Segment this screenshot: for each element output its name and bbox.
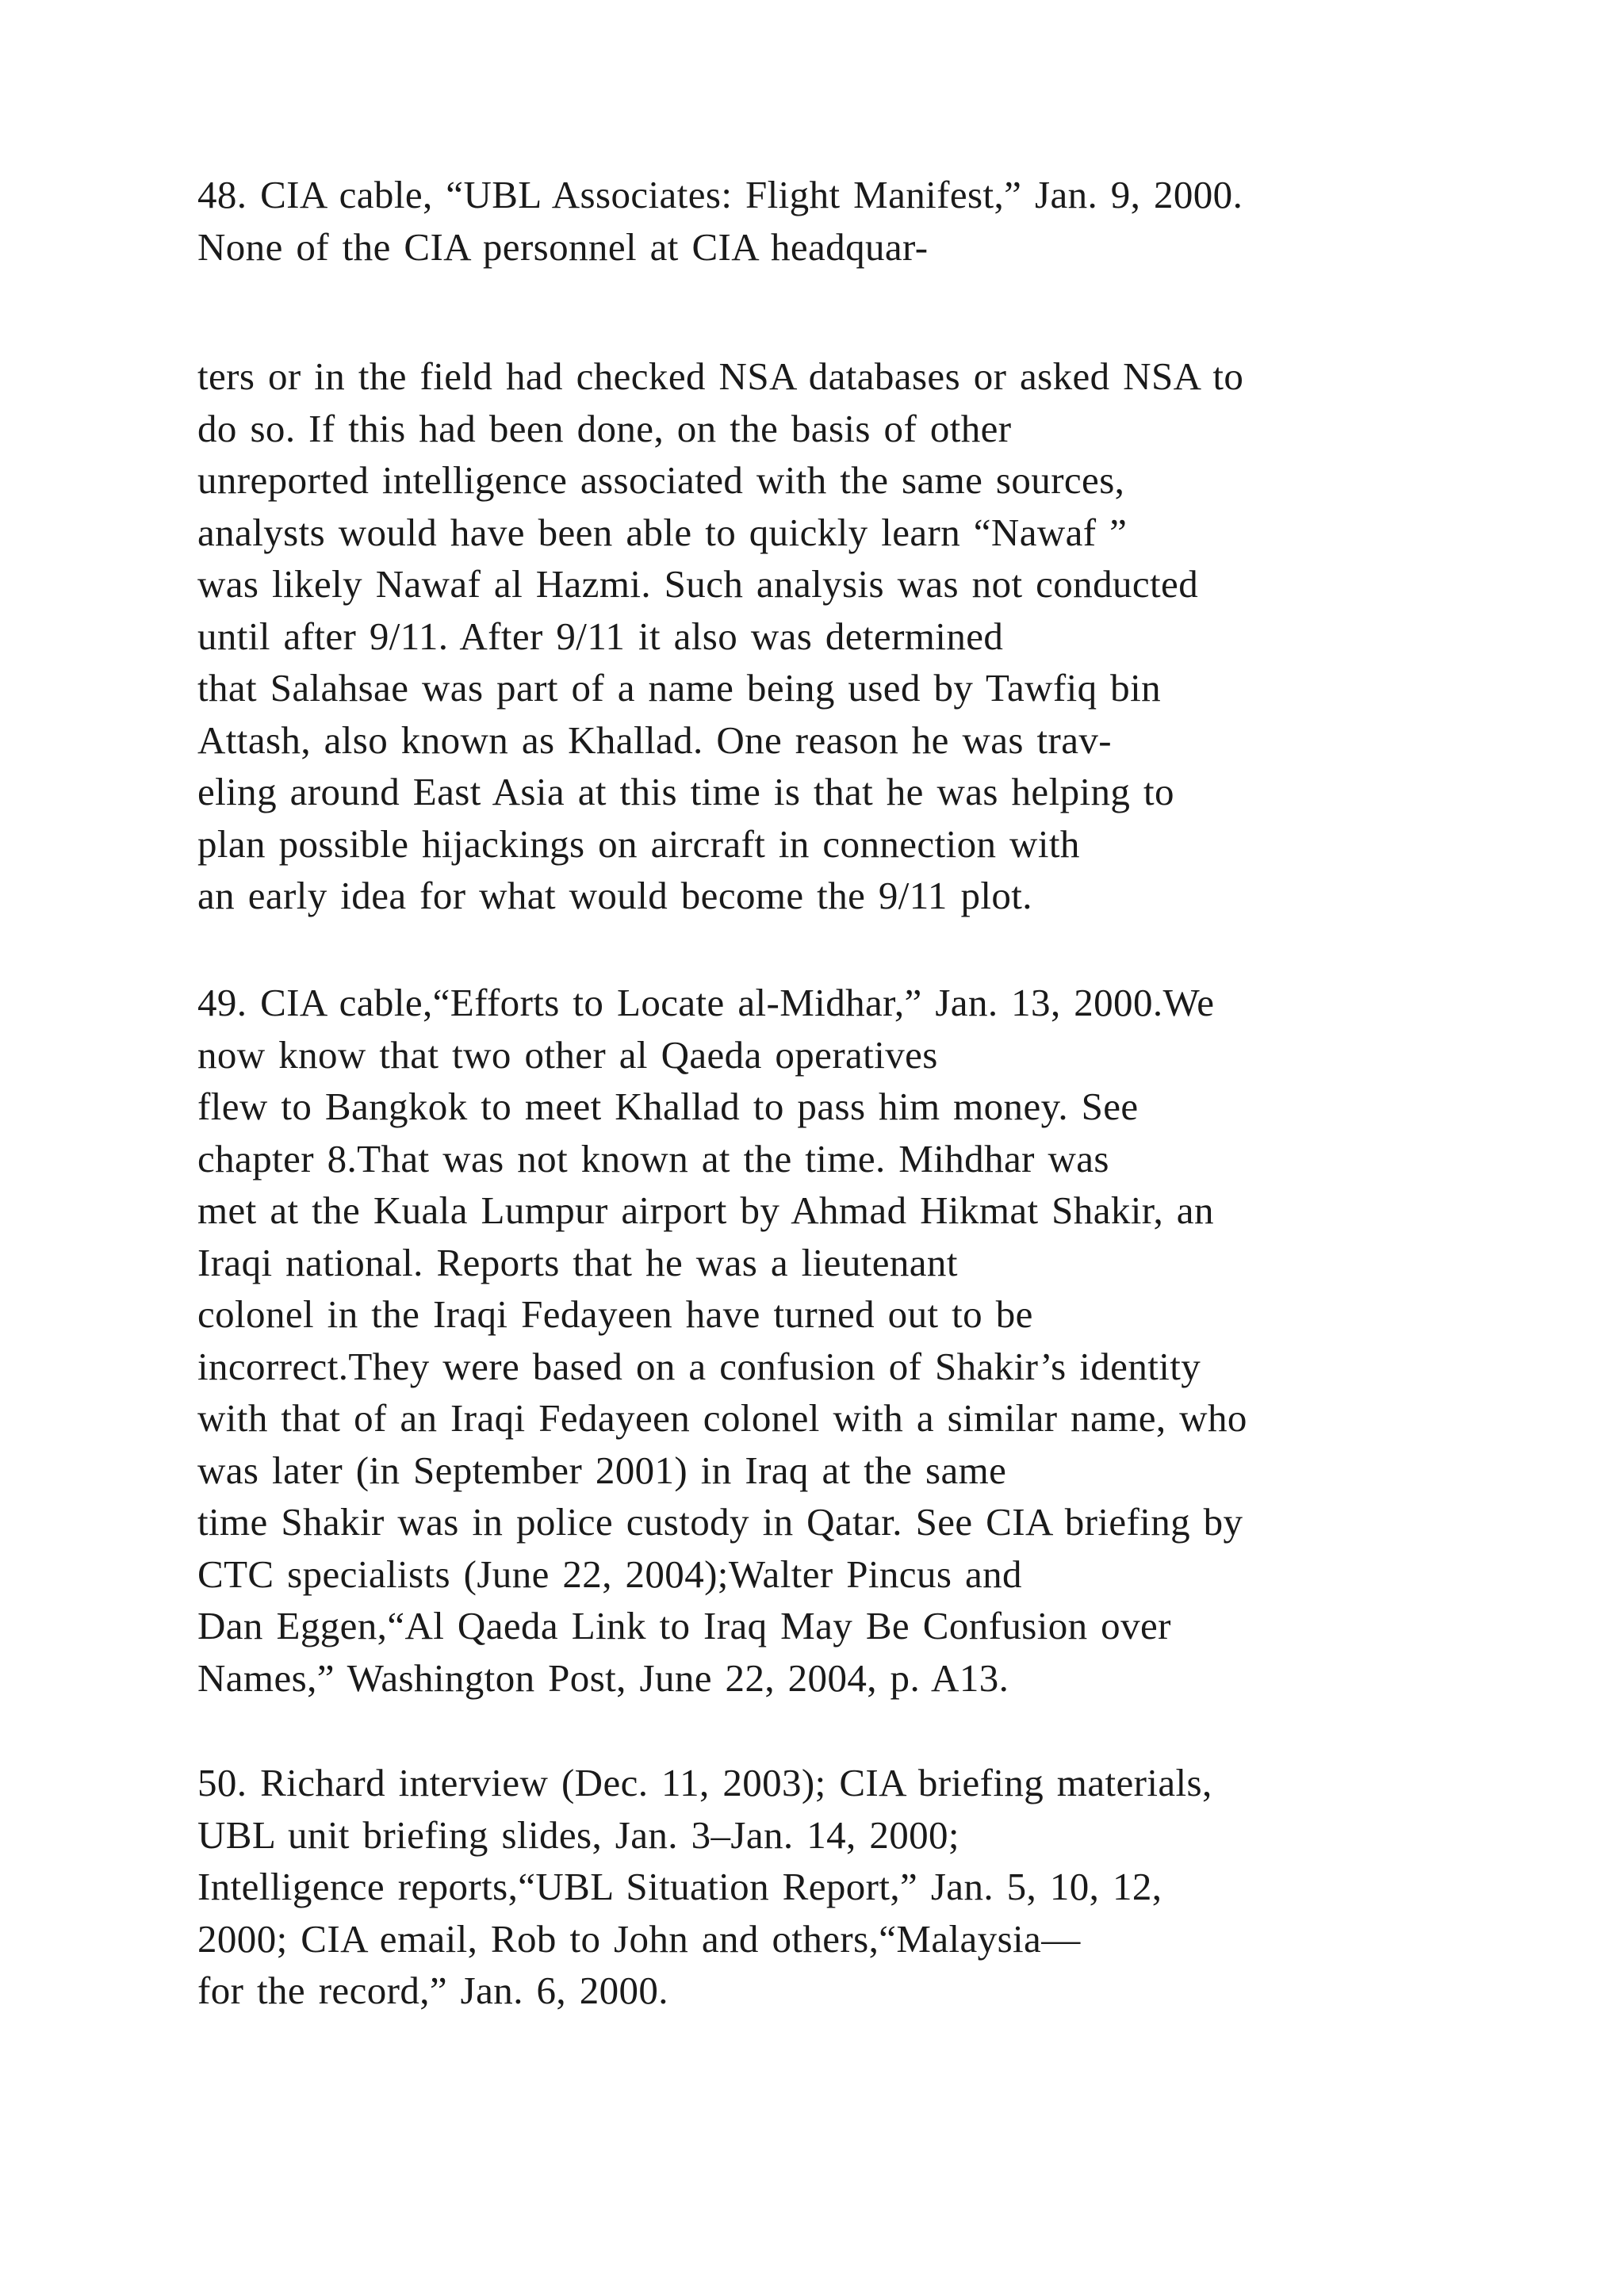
text-line: ters or in the field had checked NSA databases or asked NSA to <box>197 354 1244 398</box>
text-line: with that of an Iraqi Fedayeen colonel with a similar name, who <box>197 1396 1247 1440</box>
text-line: None of the CIA personnel at CIA headquar- <box>197 224 929 269</box>
text-line: 49. CIA cable,“Efforts to Locate al-Midhar,” Jan. 13, 2000.We <box>197 981 1215 1024</box>
text-line: until after 9/11. After 9/11 it also was determined <box>197 614 1004 658</box>
text-line: CTC specialists (June 22, 2004);Walter Pincus and <box>197 1552 1022 1596</box>
text-line: do so. If this had been done, on the basis of other <box>197 406 1012 450</box>
text-line: 2000; CIA email, Rob to John and others,“Malaysia— <box>197 1916 1081 1961</box>
text-line: Attash, also known as Khallad. One reason he was trav- <box>197 718 1112 762</box>
text-line: flew to Bangkok to meet Khallad to pass him money. See <box>197 1085 1139 1128</box>
text-line: Names,” Washington Post, June 22, 2004, p. A13. <box>197 1655 1009 1700</box>
text-line: that Salahsae was part of a name being used by Tawfiq bin <box>197 666 1161 710</box>
text-line: Intelligence reports,“UBL Situation Report,” Jan. 5, 10, 12, <box>197 1865 1162 1908</box>
text-line: incorrect.They were based on a confusion of Shakir’s identity <box>197 1344 1201 1388</box>
text-line: unreported intelligence associated with the same sources, <box>197 458 1125 502</box>
text-line: colonel in the Iraqi Fedayeen have turned out to be <box>197 1292 1033 1336</box>
text-line: for the record,” Jan. 6, 2000. <box>197 1969 668 2012</box>
text-line: was later (in September 2001) in Iraq at the same <box>197 1448 1007 1492</box>
text-line: eling around East Asia at this time is that he was helping to <box>197 770 1174 813</box>
endnote-49 <box>197 977 1514 1704</box>
text-line: an early idea for what would become the 9/11 plot. <box>197 874 1032 917</box>
text-line: Dan Eggen,“Al Qaeda Link to Iraq May Be Confusion over <box>197 1604 1171 1647</box>
text-line: chapter 8.That was not known at the time. Mihdhar was <box>197 1136 1109 1181</box>
endnote-48-body <box>197 350 1514 922</box>
endnote-50 <box>197 1757 1514 2017</box>
text-line: Iraqi national. Reports that he was a lieutenant <box>197 1240 958 1284</box>
text-line: UBL unit briefing slides, Jan. 3–Jan. 14, 2000; <box>197 1812 959 1857</box>
text-line: 50. Richard interview (Dec. 11, 2003); CIA briefing materials, <box>197 1761 1212 1804</box>
text-line: now know that two other al Qaeda operatives <box>197 1032 938 1077</box>
text-line: was likely Nawaf al Hazmi. Such analysis was not conducted <box>197 562 1199 606</box>
text-line: 48. CIA cable, “UBL Associates: Flight Manifest,” Jan. 9, 2000. <box>197 173 1243 216</box>
text-line: plan possible hijackings on aircraft in connection with <box>197 821 1080 866</box>
text-line: time Shakir was in police custody in Qatar. See CIA briefing by <box>197 1500 1243 1544</box>
text-line: analysts would have been able to quickly learn “Nawaf ” <box>197 510 1128 554</box>
text-line: met at the Kuala Lumpur airport by Ahmad Hikmat Shakir, an <box>197 1188 1214 1232</box>
endnote-48-heading <box>197 169 1514 273</box>
